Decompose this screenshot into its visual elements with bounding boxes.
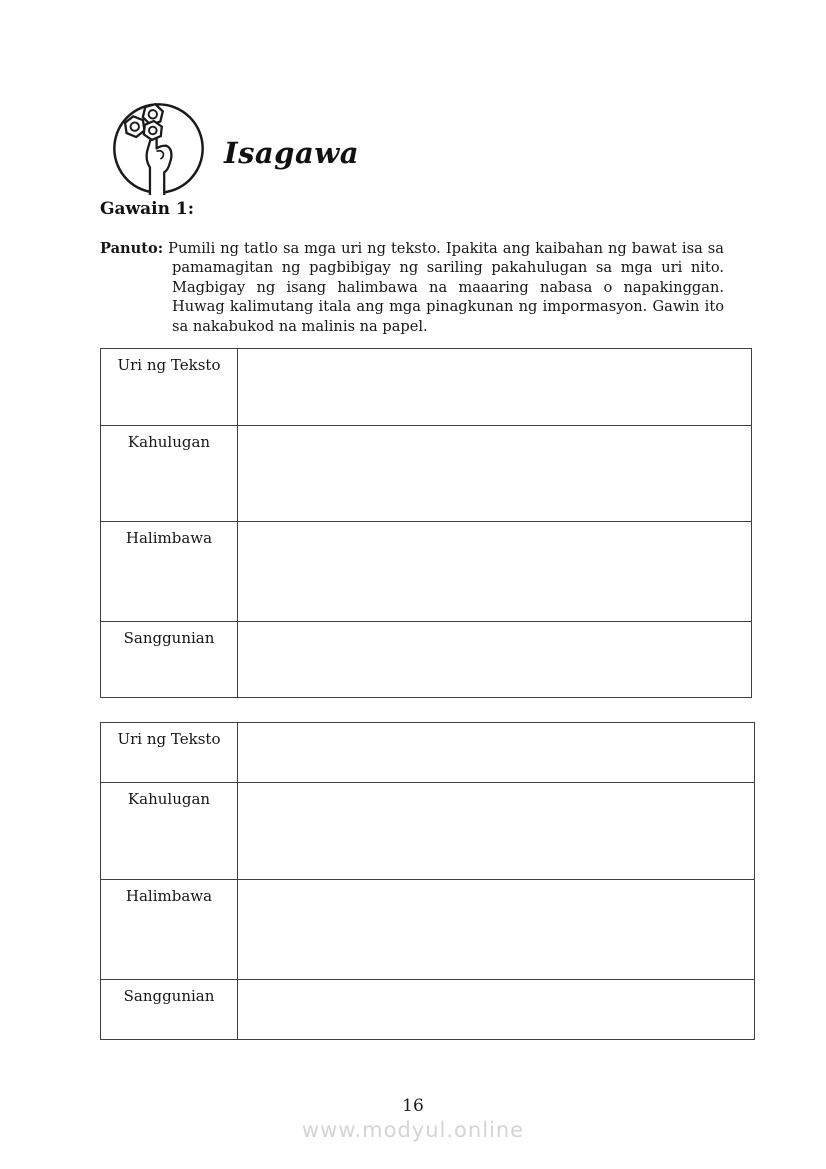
hand-pointing-nuts-icon xyxy=(111,101,206,196)
row-label-uri-ng-teksto: Uri ng Teksto xyxy=(101,349,238,426)
page-title: Isagawa xyxy=(224,136,360,170)
row-label-halimbawa: Halimbawa xyxy=(101,880,238,980)
activity-heading: Gawain 1: xyxy=(100,199,195,219)
row-label-sanggunian: Sanggunian xyxy=(101,622,238,698)
table-row xyxy=(101,723,755,783)
instructions-paragraph xyxy=(100,239,724,336)
row-label-kahulugan: Kahulugan xyxy=(101,783,238,880)
worksheet-table-2 xyxy=(100,722,755,1040)
table-row xyxy=(101,349,752,426)
table-row xyxy=(101,622,752,698)
answer-cell xyxy=(238,880,755,980)
answer-cell xyxy=(238,723,755,783)
table-row xyxy=(101,426,752,522)
table-row xyxy=(101,880,755,980)
row-label-uri-ng-teksto: Uri ng Teksto xyxy=(101,723,238,783)
answer-cell xyxy=(238,522,752,622)
table-row xyxy=(101,522,752,622)
answer-cell xyxy=(238,783,755,880)
worksheet-table-1 xyxy=(100,348,752,698)
row-label-halimbawa: Halimbawa xyxy=(101,522,238,622)
answer-cell xyxy=(238,426,752,522)
instructions-text: Pumili ng tatlo sa mga uri ng teksto. Ipakita ang kaibahan ng bawat isa sa pamamagitan ng pagbibigay ng sariling pakahulugan sa mga uri nito. Magbigay ng isang halimbawa na maaaring nabasa o napakinggan. Huwag kalimutang itala ang mga pinagkunan ng impormasyon. Gawin ito sa nakabukod na malinis na papel. xyxy=(168,240,724,335)
row-label-sanggunian: Sanggunian xyxy=(101,980,238,1040)
watermark-text: www.modyul.online xyxy=(301,1118,525,1142)
instructions-label: Panuto: xyxy=(100,240,164,257)
answer-cell xyxy=(238,349,752,426)
row-label-kahulugan: Kahulugan xyxy=(101,426,238,522)
answer-cell xyxy=(238,980,755,1040)
answer-cell xyxy=(238,622,752,698)
table-row xyxy=(101,783,755,880)
table-row xyxy=(101,980,755,1040)
page-number: 16 xyxy=(402,1096,424,1116)
